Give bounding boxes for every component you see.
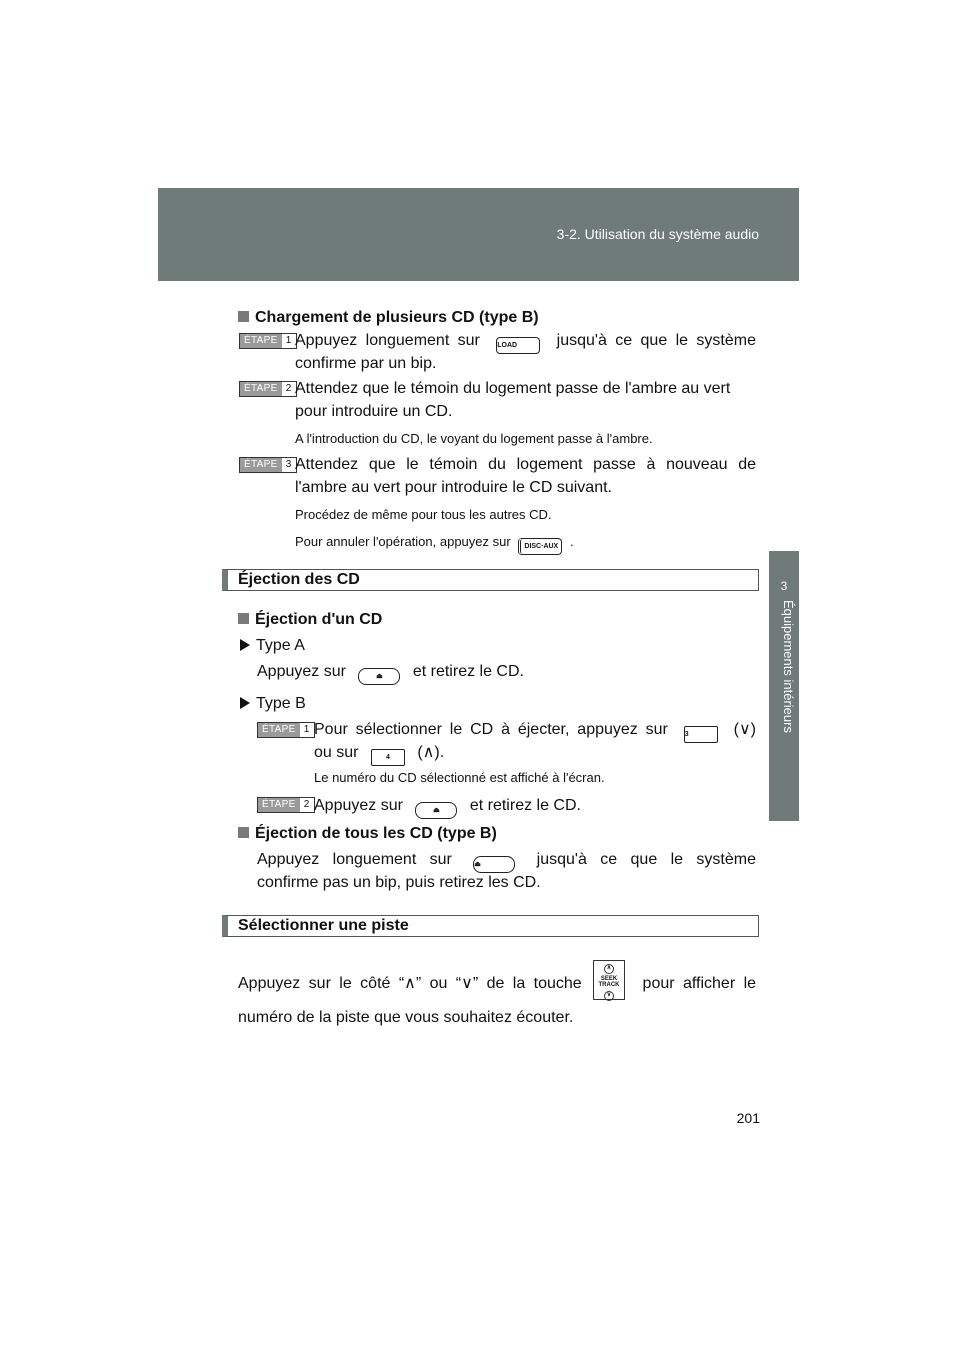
triangle-bullet-icon [240, 697, 250, 709]
type-b-step1-line1: Pour sélectionner le CD à éjecter, appuyez sur 3 (∨) [314, 718, 756, 743]
page-number: 201 [736, 1110, 760, 1126]
loading-step2-line1: Attendez que le témoin du logement passe de l'ambre au vert [295, 380, 731, 397]
step-badge: ÉTAPE 2 [239, 381, 297, 397]
step-badge: ÉTAPE 1 [257, 722, 315, 738]
step-badge: ÉTAPE 1 [239, 333, 297, 349]
eject-button-icon: ⏏ [473, 856, 515, 873]
loading-step3-line2: l'ambre au vert pour introduire le CD suivant. [295, 479, 612, 496]
loading-step1-line1: Appuyez longuement sur LOAD jusqu'à ce que le système [295, 329, 756, 354]
section-heading-track: Sélectionner une piste [222, 915, 759, 937]
loading-title: Chargement de plusieurs CD (type B) [238, 306, 539, 329]
loading-step1-line2: confirme par un bip. [295, 355, 437, 372]
eject-one-title: Éjection d'un CD [238, 608, 382, 631]
loading-step2-note: A l'introduction du CD, le voyant du logement passe à l'ambre. [295, 431, 653, 446]
load-button-icon: LOAD [496, 337, 540, 354]
type-b-step2-instruction: Appuyez sur ⏏ et retirez le CD. [314, 794, 581, 819]
disc-aux-button-icon: DISC·AUX [518, 538, 562, 555]
eject-all-title: Éjection de tous les CD (type B) [238, 822, 497, 845]
type-a-label: Type A [240, 634, 305, 657]
eject-button-icon: ⏏ [415, 802, 457, 819]
eject-button-icon: ⏏ [358, 668, 400, 685]
loading-step3-line1: Attendez que le témoin du logement passe à nouveau de [295, 456, 756, 473]
triangle-bullet-icon [240, 639, 250, 651]
track-line1: Appuyez sur le côté “∧” ou “∨” de la touche pour afficher le [238, 975, 757, 992]
eject-all-line2: confirme pas un bip, puis retirez les CD. [257, 874, 541, 891]
button-4-icon: 4 [371, 749, 405, 766]
side-tab-label: Équipements intérieurs [781, 600, 796, 733]
loading-step3-note1: Procédez de même pour tous les autres CD. [295, 507, 552, 522]
type-a-instruction: Appuyez sur ⏏ et retirez le CD. [257, 660, 524, 685]
seek-track-button-icon: ∧ SEEK TRACK ∨ [593, 960, 625, 1000]
seek-up-icon: ∧ [604, 964, 614, 974]
button-3-icon: 3 [684, 726, 718, 743]
header-bar [158, 188, 799, 281]
seek-down-icon: ∨ [604, 991, 614, 1001]
section-heading-eject: Éjection des CD [222, 569, 759, 591]
square-bullet-icon [238, 613, 249, 624]
step-badge: ÉTAPE 3 [239, 457, 297, 473]
step-badge: ÉTAPE 2 [257, 797, 315, 813]
loading-step2-line2: pour introduire un CD. [295, 403, 453, 420]
track-line2: numéro de la piste que vous souhaitez écouter. [238, 1009, 574, 1026]
eject-all-line1: Appuyez longuement sur ⏏ jusqu'à ce que le système [257, 848, 756, 873]
square-bullet-icon [238, 311, 249, 322]
type-b-label: Type B [240, 692, 306, 715]
type-b-step1-line2: ou sur 4 (∧). [314, 741, 444, 766]
breadcrumb: 3-2. Utilisation du système audio [556, 226, 759, 242]
type-b-step1-note: Le numéro du CD sélectionné est affiché à l'écran. [314, 770, 605, 785]
square-bullet-icon [238, 827, 249, 838]
loading-step3-note2: Pour annuler l'opération, appuyez sur DISC·AUX . [295, 530, 574, 555]
side-tab-number: 3 [780, 579, 788, 593]
